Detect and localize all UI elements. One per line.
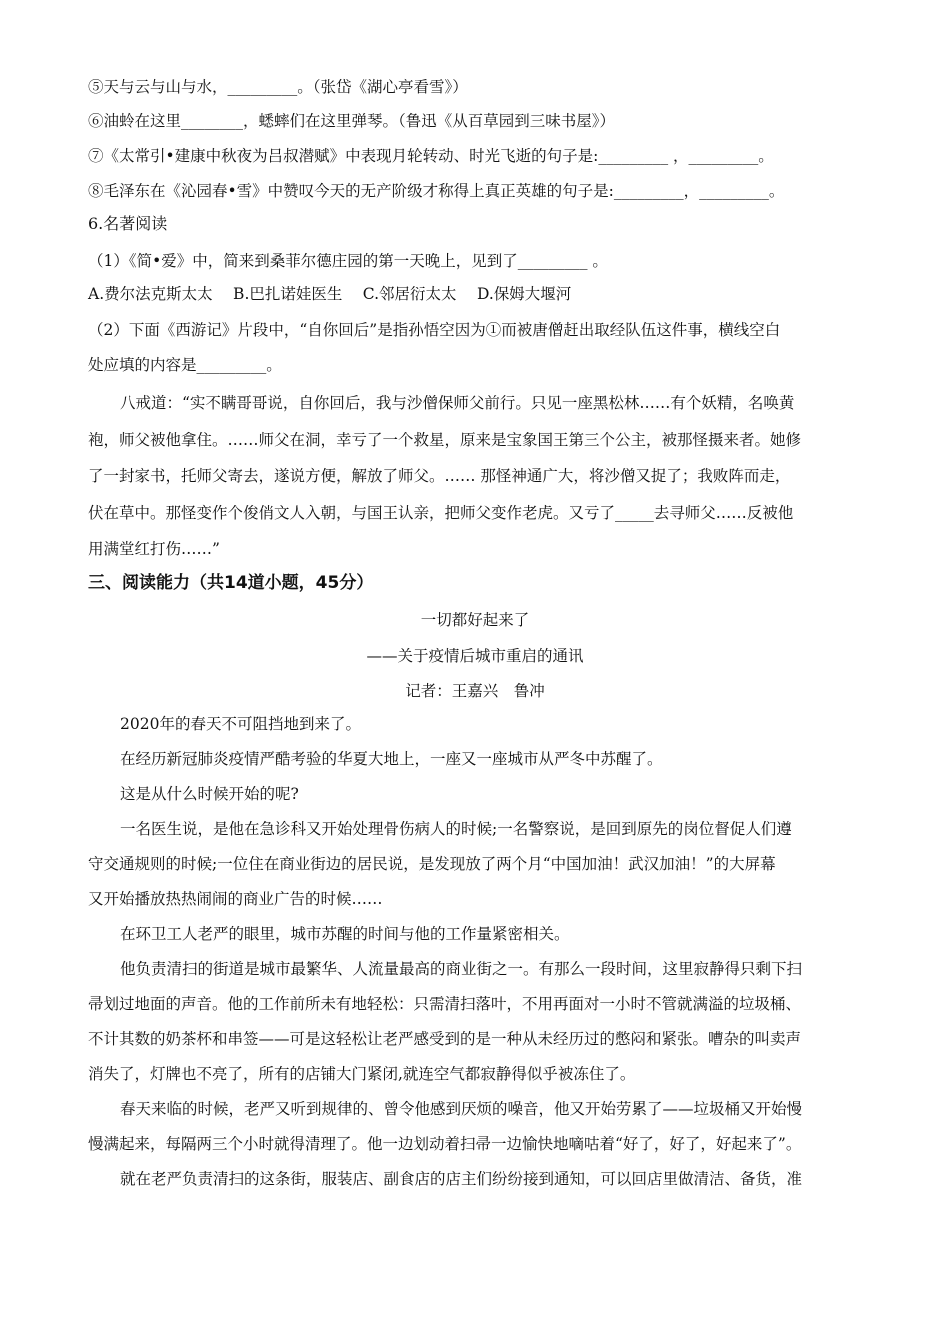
article-paragraph: 一名医生说，是他在急诊科又开始处理骨伤病人的时候;一名警察说，是回到原先的岗位督促人们遵	[120, 820, 792, 838]
question-6-part-2: （2）下面《西游记》片段中，“自你回后”是指孙悟空因为①而被唐僧赶出取经队伍这件事，横线空白	[88, 321, 781, 339]
article-paragraph: 不计其数的奶茶杯和串签——可是这轻松让老严感受到的是一种从未经历过的憋闷和紧张。嘈杂的叫卖声	[88, 1030, 802, 1048]
article-paragraph: 这是从什么时候开始的呢?	[120, 785, 299, 803]
article-paragraph: 春天来临的时候，老严又听到规律的、曾令他感到厌烦的噪音，他又开始劳累了——垃圾桶又开始慢	[120, 1100, 803, 1118]
fill-blank-7: ⑦《太常引•建康中秋夜为吕叔潜赋》中表现月轮转动、时光飞逝的句子是:_________ ，_________。	[88, 147, 774, 165]
question-6-heading: 6.名著阅读	[88, 214, 168, 233]
article-paragraph: 在经历新冠肺炎疫情严酷考验的华夏大地上，一座又一座城市从严冬中苏醒了。	[120, 750, 663, 768]
question-6-part-2-cont: 处应填的内容是_________。	[88, 356, 282, 374]
excerpt-line: 用满堂红打伤……”	[88, 540, 220, 558]
fill-blank-6: ⑥油蛉在这里________，蟋蟀们在这里弹琴。（鲁迅《从百草园到三味书屋》）	[88, 112, 616, 130]
article-paragraph: 守交通规则的时候;一位住在商业街边的居民说，是发现放了两个月“中国加油！武汉加油！”的大屏幕	[88, 855, 776, 873]
excerpt-line: 伏在草中。那怪变作个俊俏文人入朝，与国王认亲，把师父变作老虎。又亏了_____去寻师父……反被他	[88, 504, 794, 522]
article-subtitle: ——关于疫情后城市重启的通讯	[366, 647, 584, 665]
article-paragraph: 在环卫工人老严的眼里，城市苏醒的时间与他的工作量紧密相关。	[120, 925, 570, 943]
article-title: 一切都好起来了	[420, 611, 530, 629]
section-3-heading: 三、阅读能力（共14道小题，45分）	[88, 573, 374, 593]
excerpt-line: 八戒道：“实不瞒哥哥说，自你回后，我与沙僧保师父前行。只见一座黑松林……有个妖精，名唤黄	[120, 394, 795, 412]
fill-blank-5: ⑤天与云与山与水，_________。（张岱《湖心亭看雪》）	[88, 78, 468, 96]
article-paragraph: 他负责清扫的街道是城市最繁华、人流量最高的商业街之一。有那么一段时间，这里寂静得只剩下扫	[120, 960, 803, 978]
article-paragraph: 又开始播放热热闹闹的商业广告的时候……	[88, 890, 383, 908]
article-paragraph: 就在老严负责清扫的这条街，服装店、副食店的店主们纷纷接到通知，可以回店里做清洁、备货，准	[120, 1170, 803, 1188]
article-paragraph: 慢满起来，每隔两三个小时就得清理了。他一边划动着扫帚一边愉快地嘀咕着“好了，好了，好起来了”。	[88, 1135, 802, 1153]
article-byline: 记者：王嘉兴 鲁冲	[405, 682, 545, 700]
fill-blank-8: ⑧毛泽东在《沁园春•雪》中赞叹今天的无产阶级才称得上真正英雄的句子是:_________，_________。	[88, 182, 785, 200]
article-paragraph: 2020年的春天不可阻挡地到来了。	[120, 715, 361, 733]
excerpt-line: 了一封家书，托师父寄去，遂说方便，解放了师父。…… 那怪神通广大，将沙僧又捉了；我败阵而走，	[88, 467, 791, 485]
question-6-part-1: （1）《简•爱》中，简来到桑菲尔德庄园的第一天晚上，见到了_________ 。	[88, 252, 608, 270]
excerpt-line: 袍，师父被他拿住。……师父在洞，幸亏了一个救星，原来是宝象国王第三个公主，被那怪摄来者。她修	[88, 431, 802, 449]
article-paragraph: 帚划过地面的声音。他的工作前所未有地轻松：只需清扫落叶，不用再面对一小时不管就满溢的垃圾桶、	[88, 995, 802, 1013]
article-paragraph: 消失了，灯牌也不亮了，所有的店铺大门紧闭,就连空气都寂静得似乎被冻住了。	[88, 1065, 636, 1083]
question-6-options: A.费尔法克斯太太 B.巴扎诺娃医生 C.邻居衍太太 D.保姆大堰河	[88, 285, 572, 303]
